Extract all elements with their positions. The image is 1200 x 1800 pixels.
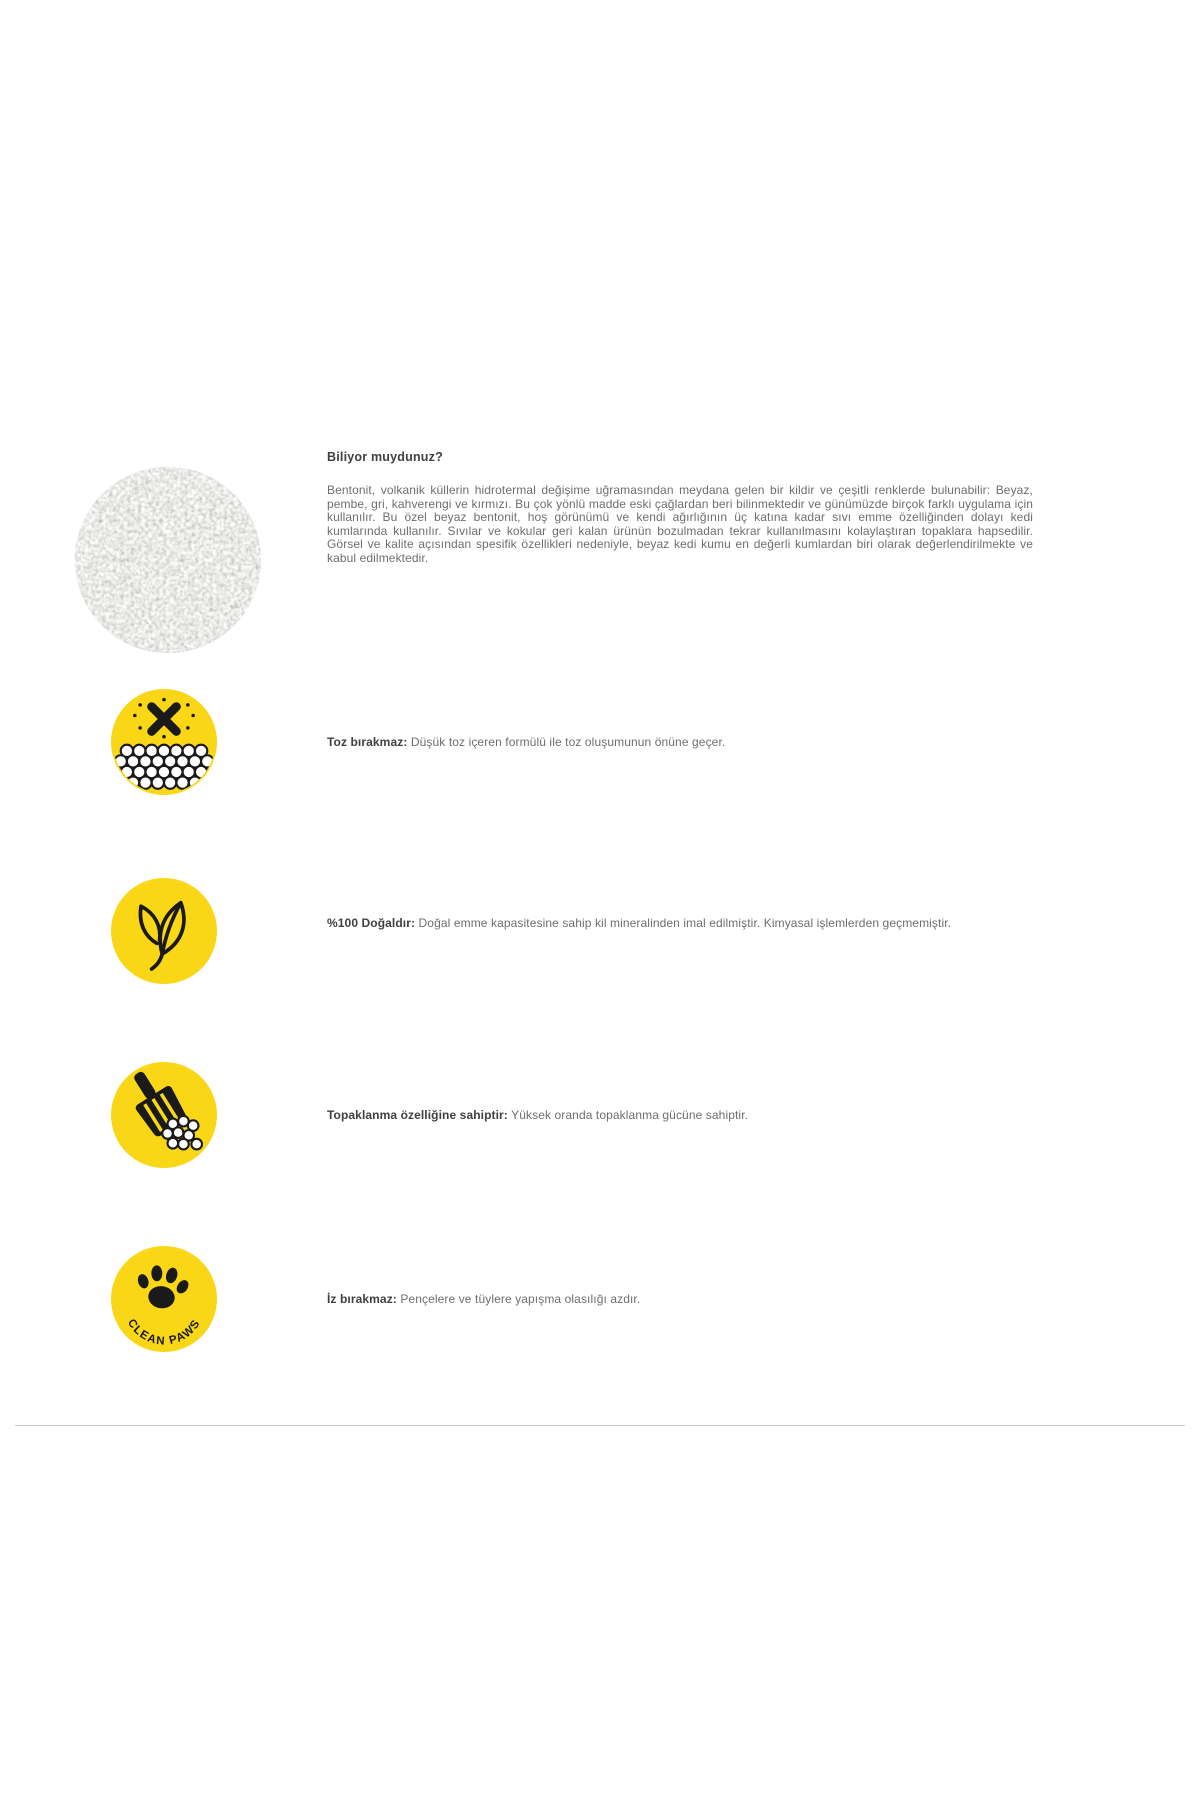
feature-label: İz bırakmaz: [327, 1292, 397, 1306]
feature-text-dust-free [327, 735, 977, 750]
dust-free-icon [111, 689, 217, 795]
did-you-know-section [327, 450, 1033, 565]
litter-photo-image [74, 466, 262, 654]
feature-label: Toz bırakmaz: [327, 735, 408, 749]
feature-label: %100 Doğaldır: [327, 916, 416, 930]
feature-description: Yüksek oranda topaklanma gücüne sahiptir. [511, 1108, 749, 1122]
feature-row-clumping [0, 1062, 1200, 1182]
feature-label: Topaklanma özelliğine sahiptir: [327, 1108, 508, 1122]
clean-paws-badge-text: CLEAN PAWS [124, 1317, 204, 1348]
feature-row-natural [0, 878, 1200, 998]
feature-description: Düşük toz içeren formülü ile toz oluşumunun önüne geçer. [410, 735, 726, 749]
clean-paws-icon [111, 1246, 217, 1352]
feature-text-clean-paws [327, 1292, 977, 1307]
did-you-know-body: Bentonit, volkanik küllerin hidrotermal değişime uğramasından meydana gelen bir kildir ve çeşitli renklerde bulunabilir: Beyaz, pembe, gri, kahverengi ve kırmızı. Bu çok yönlü madde eski çağlardan beri bilinmektedir ve günümüzde birçok farklı uygulama için kullanılır. Bu özel beyaz bentonit, hoş görünümü ve kendi ağırlığının üç katına kadar sıvı emme özelliğinden dolayı kedi kumlarında kullanılır. Sıvılar ve kokular geri kalan ürünün bozulmadan tekrar kullanılmasını kolaylaştıran topaklara hapsedilir. Görsel ve kalite açısından spesifik özellikleri nedeniyle, beyaz kedi kumu en değerli kumlardan biri olarak değerlendirilmekte ve kabul edilmektedir. [327, 483, 1033, 565]
clumping-scoop-icon [111, 1062, 217, 1168]
section-divider [15, 1425, 1185, 1426]
natural-leaf-icon [111, 878, 217, 984]
litter-photo [74, 466, 262, 654]
feature-description: Pençelere ve tüylere yapışma olasılığı azdır. [400, 1292, 641, 1306]
feature-description: Doğal emme kapasitesine sahip kil mineralinden imal edilmiştir. Kimyasal işlemlerden geçmemiştir. [418, 916, 952, 930]
feature-row-dust-free [0, 689, 1200, 809]
feature-text-clumping [327, 1108, 977, 1123]
did-you-know-title: Biliyor muydunuz? [327, 450, 443, 464]
feature-row-clean-paws [0, 1246, 1200, 1366]
feature-text-natural [327, 916, 977, 931]
